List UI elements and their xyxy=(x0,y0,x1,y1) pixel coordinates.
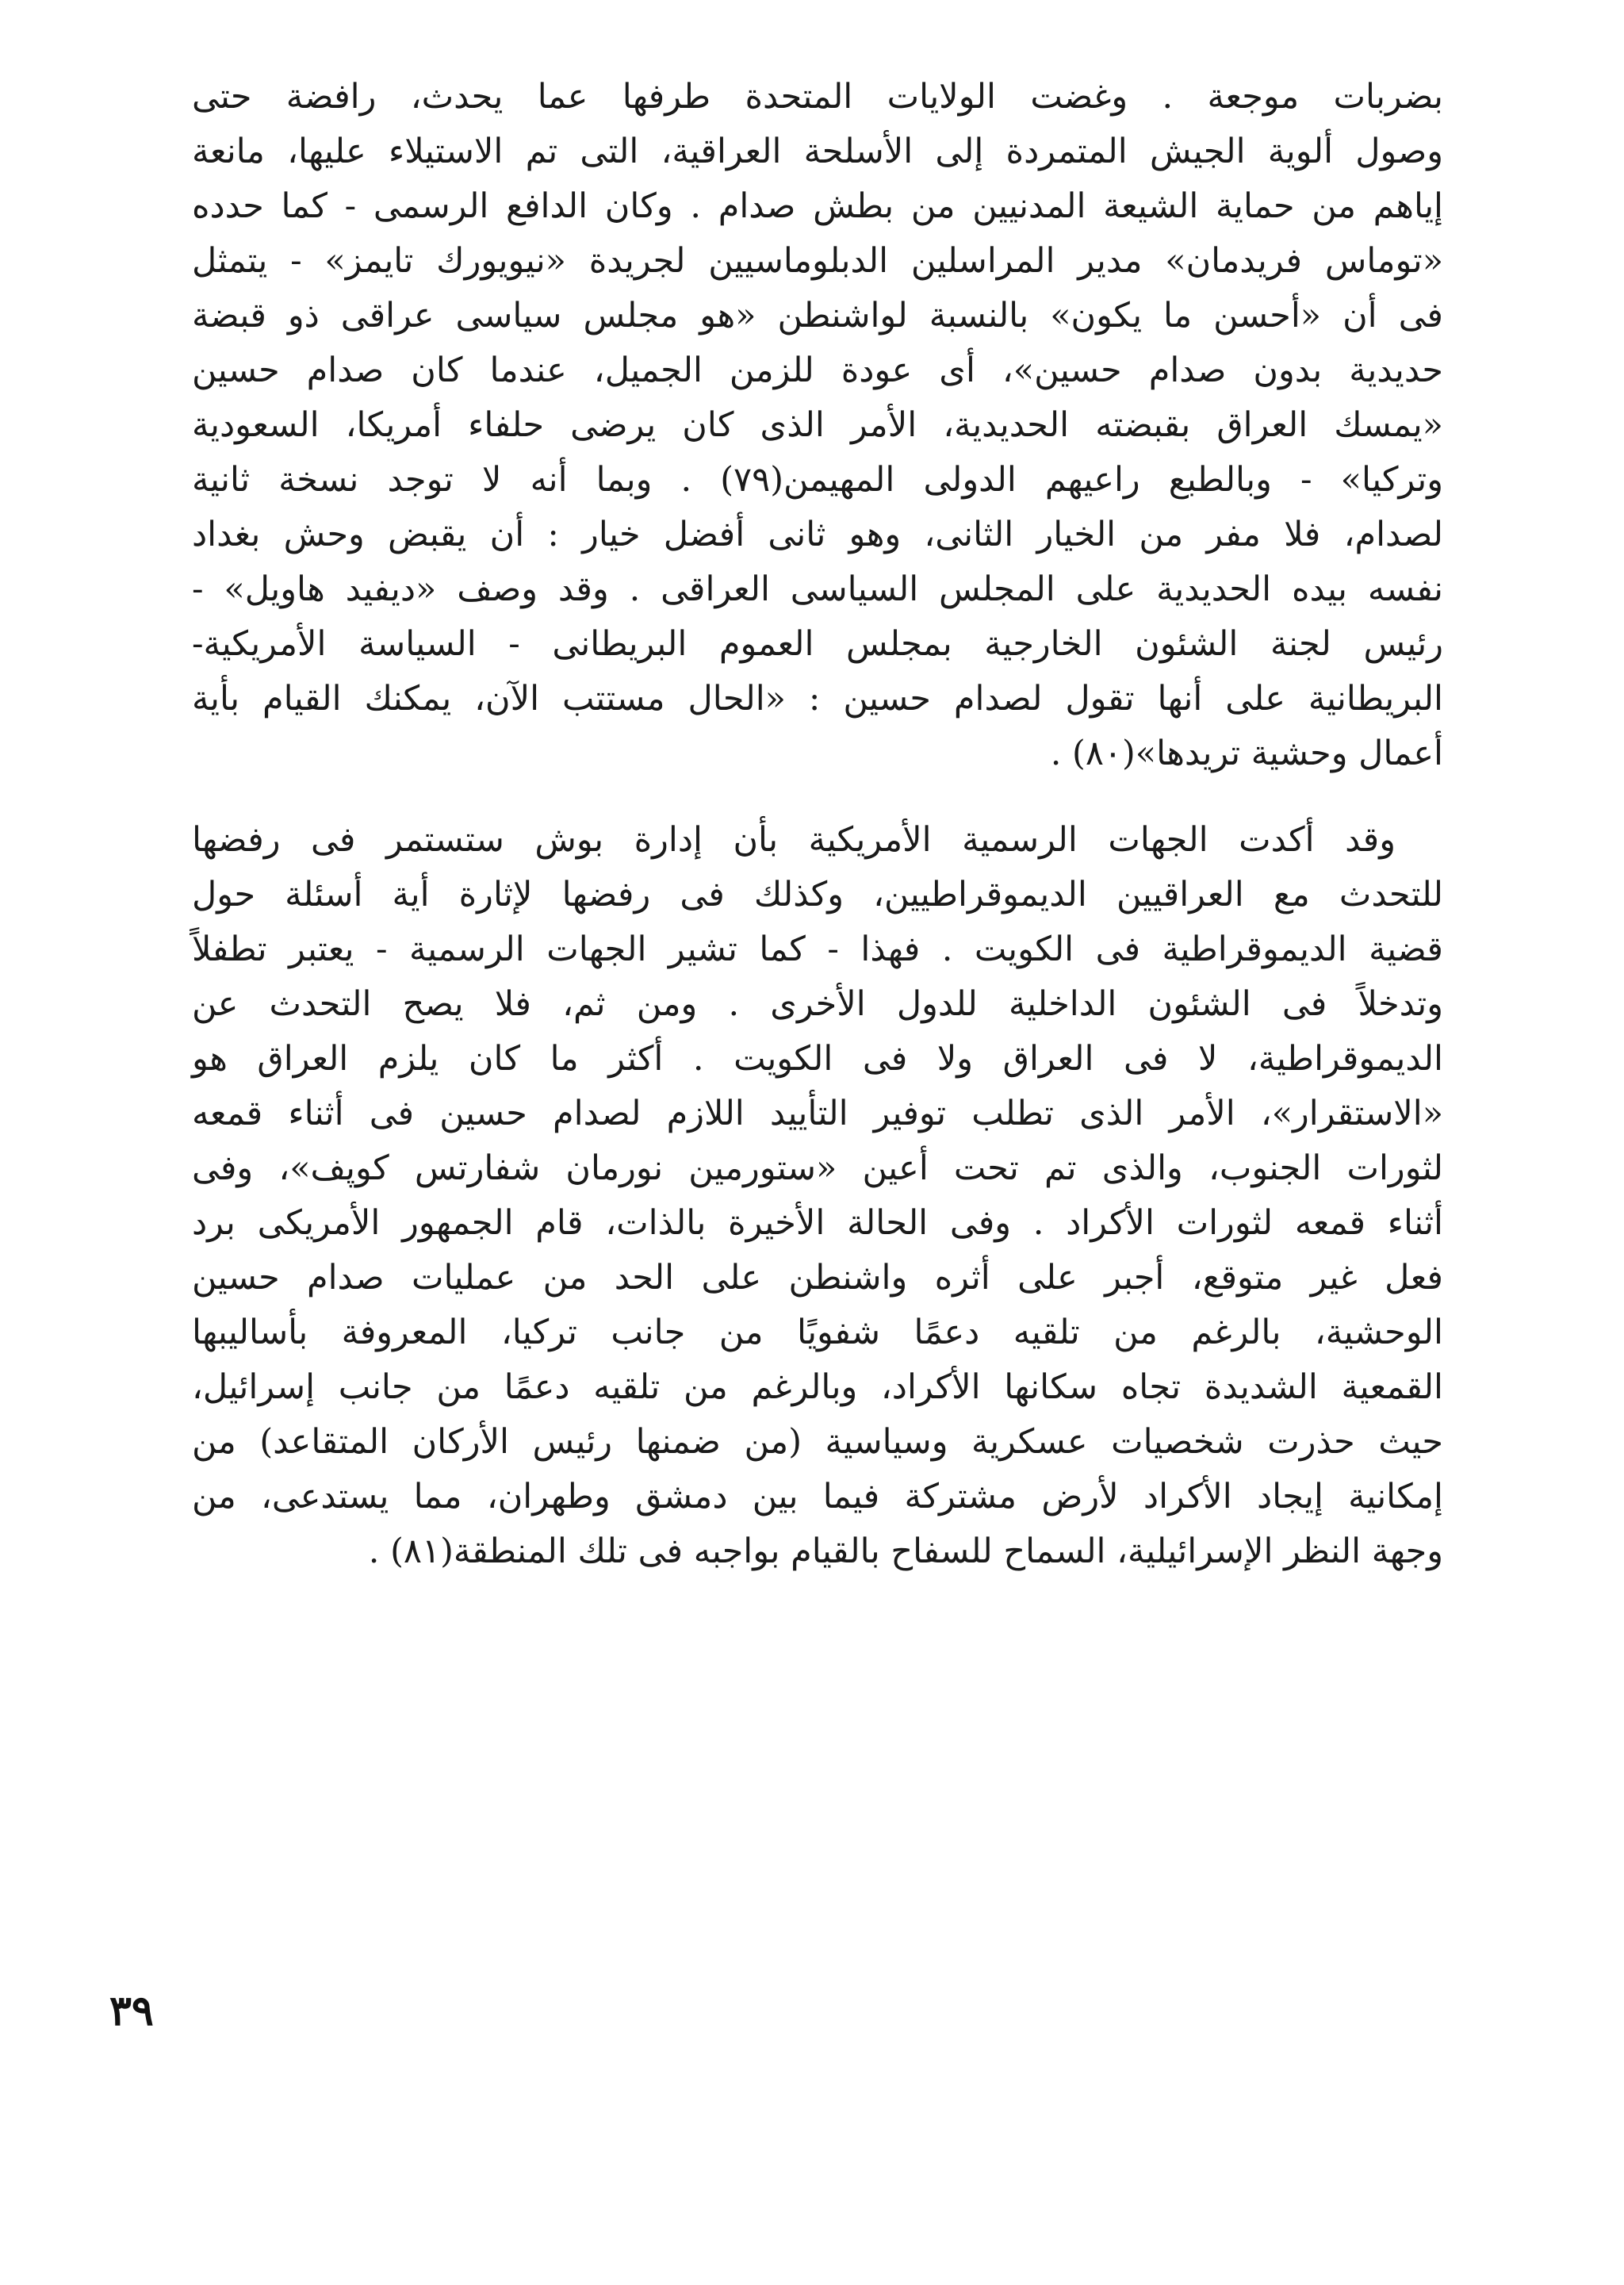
paragraph-2 xyxy=(192,813,1443,1579)
text-line: إمكانية إيجاد الأكراد لأرض مشتركة فيما بين دمشق وطهران، مما يستدعى، من xyxy=(192,1477,1443,1516)
text-line: حيث حذرت شخصيات عسكرية وسياسية (من ضمنها رئيس الأركان المتقاعد) من xyxy=(192,1422,1443,1462)
text-line: لثورات الجنوب، والذى تم تحت أعين «ستورمين نورمان شفارتس كوپف»، وفى xyxy=(192,1148,1443,1188)
text-line: لصدام، فلا مفر من الخيار الثانى، وهو ثانى أفضل خيار : أن يقبض وحش بغداد xyxy=(192,515,1443,554)
text-line: فعل غير متوقع، أجبر على أثره واشنطن على الحد من عمليات صدام حسين xyxy=(192,1258,1443,1298)
text-line: فى أن «أحسن ما يكون» بالنسبة لواشنطن «هو مجلس سياسى عراقى ذو قبضة xyxy=(192,296,1443,335)
text-line: الوحشية، بالرغم من تلقيه دعمًا شفويًا من جانب تركيا، المعروفة بأساليبها xyxy=(192,1313,1443,1352)
text-line: أثناء قمعه لثورات الأكراد . وفى الحالة الأخيرة بالذات، قام الجمهور الأمريكى برد xyxy=(192,1203,1443,1243)
text-line: حديدية بدون صدام حسين»، أى عودة للزمن الجميل، عندما كان صدام حسين xyxy=(192,351,1443,390)
text-line: للتحدث مع العراقيين الديموقراطيين، وكذلك فى رفضها لإثارة أية أسئلة حول xyxy=(192,875,1443,914)
text-line: وجهة النظر الإسرائيلية، السماح للسفاح بالقيام بواجبه فى تلك المنطقة(٨١) . xyxy=(368,1532,1443,1571)
text-line: «يمسك العراق بقبضته الحديدية، الأمر الذى كان يرضى حلفاء أمريكا، السعودية xyxy=(192,405,1443,445)
text-line: البريطانية على أنها تقول لصدام حسين : «الحال مستتب الآن، يمكنك القيام بأية xyxy=(192,679,1443,719)
text-line: نفسه بيده الحديدية على المجلس السياسى العراقى . وقد وصف «ديفيد هاويل» - xyxy=(192,569,1443,609)
paragraph-1 xyxy=(192,70,1443,781)
text-line: إياهم من حماية الشيعة المدنيين من بطش صدام . وكان الدافع الرسمى - كما حدده xyxy=(192,186,1443,226)
text-line: بضربات موجعة . وغضت الولايات المتحدة طرفها عما يحدث، رافضة حتى xyxy=(192,77,1443,117)
text-line: الديموقراطية، لا فى العراق ولا فى الكويت . أكثر ما كان يلزم العراق هو xyxy=(192,1039,1443,1079)
text-line: أعمال وحشية تريدها»(٨٠) . xyxy=(1050,734,1443,773)
text-line: رئيس لجنة الشئون الخارجية بمجلس العموم البريطانى - السياسة الأمريكية- xyxy=(192,624,1443,664)
text-line: «توماس فريدمان» مدير المراسلين الدبلوماسيين لجريدة «نيويورك تايمز» - يتمثل xyxy=(192,241,1443,281)
text-line: وصول ألوية الجيش المتمردة إلى الأسلحة العراقية، التى تم الاستيلاء عليها، مانعة xyxy=(192,132,1443,171)
text-line: قضية الديموقراطية فى الكويت . فهذا - كما تشير الجهات الرسمية - يعتبر تطفلاً xyxy=(192,930,1443,969)
text-line: وتدخلاً فى الشئون الداخلية للدول الأخرى . ومن ثم، فلا يصح التحدث عن xyxy=(192,984,1443,1024)
text-line: القمعية الشديدة تجاه سكانها الأكراد، وبالرغم من تلقيه دعمًا من جانب إسرائيل، xyxy=(192,1367,1443,1407)
text-line: وتركيا» - وبالطبع راعيهم الدولى المهيمن(٧٩) . وبما أنه لا توجد نسخة ثانية xyxy=(192,460,1443,500)
text-line: «الاستقرار»، الأمر الذى تطلب توفير التأييد اللازم لصدام حسين فى أثناء قمعه xyxy=(192,1094,1443,1133)
document-page xyxy=(192,70,1443,2211)
page-number: ٣٩ xyxy=(109,1987,154,2035)
text-line: وقد أكدت الجهات الرسمية الأمريكية بأن إدارة بوش ستستمر فى رفضها xyxy=(192,820,1396,860)
